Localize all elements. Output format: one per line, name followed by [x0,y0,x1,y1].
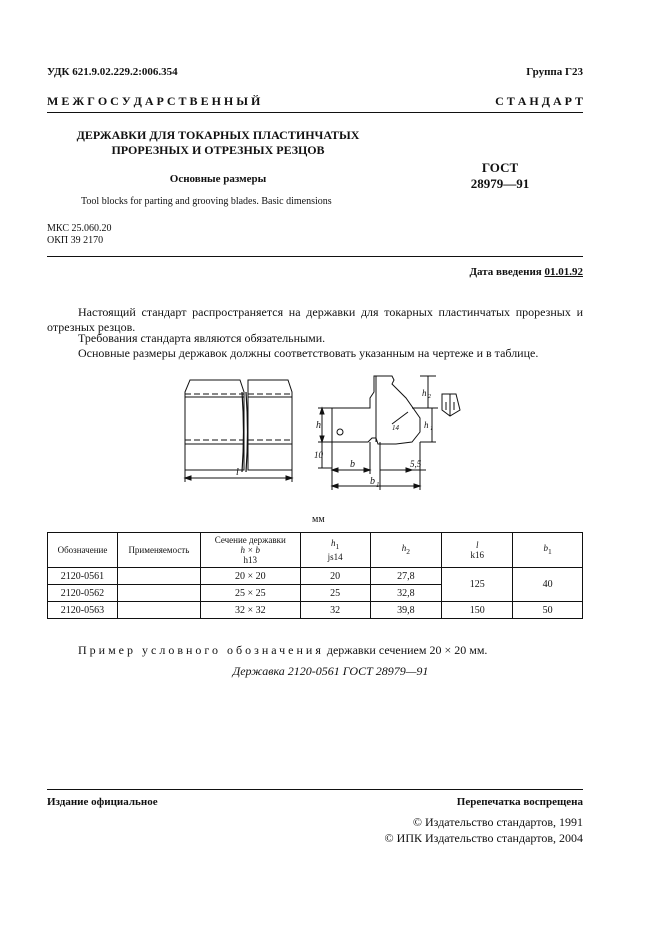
table-row: 2120-0562 25 × 25 25 32,8 [48,585,583,602]
intro-date-value: 01.01.92 [544,266,583,278]
b1-merged-cell: 40 [513,568,583,602]
udk-code: УДК 621.9.02.229.2:006.354 [47,66,178,78]
example-line [78,643,487,658]
header-l: l k16 [442,533,513,568]
mks-code: МКС 25.060.20 [47,223,112,234]
example-designation: Державка 2120-0561 ГОСТ 28979—91 [232,664,429,678]
banner-word-standard: С Т А Н Д А Р Т [495,94,583,108]
technical-drawing [180,372,470,497]
dimensions-table [47,532,583,619]
paragraph-scope: Настоящий стандарт распространяется на державки для токарных пластинчатых прорезных и отрезных резцов. [47,305,583,334]
copyright-2004: © ИПК Издательство стандартов, 2004 [384,831,583,845]
document-subtitle: Основные размеры [169,173,267,185]
paragraph-mandatory: Требования стандарта являются обязательными. [78,331,326,345]
intro-date-label: Дата введения [469,266,542,278]
label-h: h [316,420,321,431]
units-label: мм [312,514,325,525]
blade-end-view [442,394,460,416]
label-h2-sub: 2 [428,394,431,400]
codes-rule [47,256,583,257]
table-row: 2120-0561 20 × 20 20 27,8 125 40 [48,568,583,585]
paragraph-dimensions: Основные размеры державок должны соответствовать указанным на чертеже и в таблице. [78,346,539,360]
copyright-1991: © Издательство стандартов, 1991 [412,815,583,829]
label-b1-sub: 1 [376,481,380,489]
example-rest-text: державки сечением 20 × 20 мм. [323,643,488,657]
gost-block [440,160,560,192]
header-designation: Обозначение [48,533,118,568]
intro-date [469,266,583,278]
label-h2: h [422,388,427,398]
label-l: l [236,467,239,478]
copyright-block [385,814,583,846]
header-applicability: Применяемость [117,533,200,568]
reprint-prohibited: Перепечатка воспрещена [456,796,583,808]
header-h1: $h_1$ js14 [300,533,370,568]
label-h1: h [424,420,429,430]
l-merged-cell: 125 [442,568,513,602]
classification-codes [47,223,111,247]
gost-label: ГОСТ [481,160,519,175]
title-line-1: ДЕРЖАВКИ ДЛЯ ТОКАРНЫХ ПЛАСТИНЧАТЫХ [76,128,360,142]
footer-rule [47,789,583,790]
okp-code: ОКП 39 2170 [47,235,104,246]
english-title: Tool blocks for parting and grooving blades. Basic dimensions [81,196,332,207]
label-h1-sub: 1 [430,426,433,432]
document-title [60,128,376,158]
label-10: 10 [314,450,323,460]
label-5-5: 5,5 [410,459,422,469]
official-edition: Издание официальное [47,796,158,808]
interstate-standard-banner [47,94,583,109]
label-b: b [350,459,355,470]
example-spaced-text: Пример условного обозначения [78,643,324,657]
label-14: 14 [392,424,399,432]
group-code: Группа Г23 [526,66,583,78]
header-h2: $h_2$ [370,533,442,568]
title-line-2: ПРОРЕЗНЫХ И ОТРЕЗНЫХ РЕЗЦОВ [111,143,325,157]
header-rule [47,112,583,113]
header-b1: $b_1$ [513,533,583,568]
label-b1: b [370,476,375,487]
table-header-row [48,533,583,568]
gost-number: 28979—91 [470,176,530,191]
table-row: 2120-0563 32 × 32 32 39,8 150 50 [48,602,583,619]
header-section: Сечение державки h × b h13 [200,533,300,568]
banner-word-interstate: М Е Ж Г О С У Д А Р С Т В Е Н Н Ы Й [47,94,261,108]
